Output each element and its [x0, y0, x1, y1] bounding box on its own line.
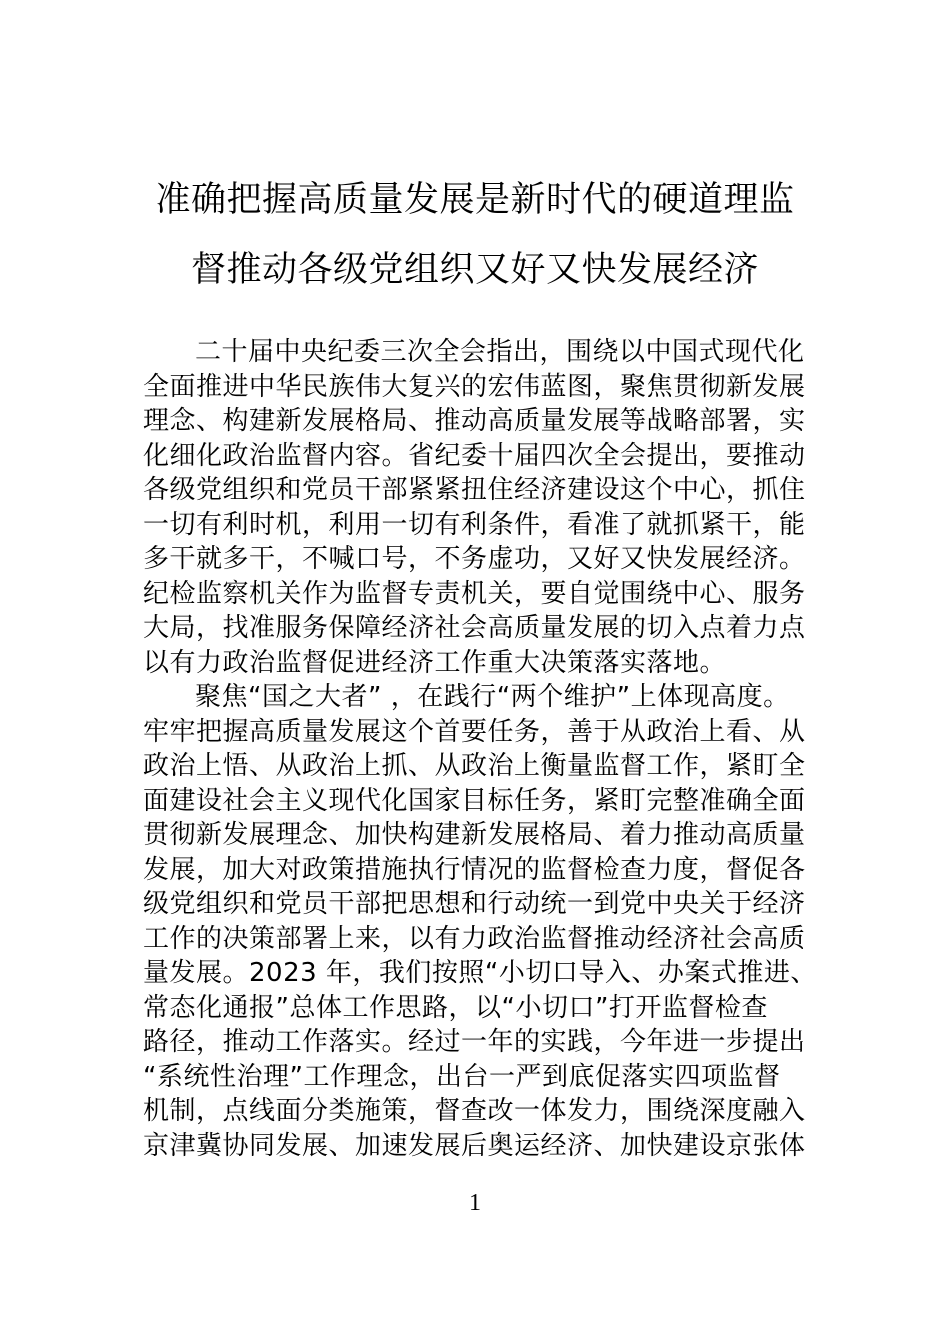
body-text-line: 纪检监察机关作为监督专责机关，要自觉围绕中心、服务	[143, 578, 806, 609]
body-text-line: 理念、构建新发展格局、推动高质量发展等战略部署，实	[143, 406, 806, 436]
body-text-line: 量发展。2023 年，我们按照“小切口导入、办案式推进、	[143, 958, 817, 988]
body-text-line: 工作的决策部署上来，以有力政治监督推动经济社会高质	[143, 923, 806, 954]
body-text-line: 化细化政治监督内容。省纪委十届四次全会提出，要推动	[143, 440, 806, 471]
body-text-line: 多干就多干，不喊口号，不务虚功，又好又快发展经济。	[143, 544, 806, 574]
body-text-line: 以有力政治监督促进经济工作重大决策落实落地。	[143, 647, 727, 678]
body-text-line: 政治上悟、从政治上抓、从政治上衡量监督工作，紧盯全	[143, 751, 806, 781]
body-text-line: 二十届中央纪委三次全会指出，围绕以中国式现代化	[195, 337, 805, 367]
body-text-line: 京津冀协同发展、加速发展后奥运经济、加快建设京张体	[143, 1130, 806, 1161]
body-text-line: 一切有利时机，利用一切有利条件，看准了就抓紧干，能	[143, 509, 806, 540]
page-number: 1	[469, 1190, 481, 1216]
body-text-line: 全面推进中华民族伟大复兴的宏伟蓝图，聚焦贯彻新发展	[143, 371, 806, 402]
document-title-line-1: 准确把握高质量发展是新时代的硬道理监	[155, 180, 795, 220]
body-text-line: 大局，找准服务保障经济社会高质量发展的切入点着力点	[143, 613, 806, 643]
body-text-line: 发展，加大对政策措施执行情况的监督检查力度，督促各	[143, 854, 806, 885]
body-text-line: 机制，点线面分类施策，督查改一体发力，围绕深度融入	[143, 1096, 806, 1126]
body-text-line: 常态化通报”总体工作思路，以“小切口”打开监督检查	[143, 992, 768, 1023]
body-text-line: 级党组织和党员干部把思想和行动统一到党中央关于经济	[143, 889, 806, 919]
body-text-line: 各级党组织和党员干部紧紧扭住经济建设这个中心，抓住	[143, 475, 806, 505]
document-title-line-2: 督推动各级党组织又好又快发展经济	[190, 250, 759, 290]
body-text-line: 牢牢把握高质量发展这个首要任务，善于从政治上看、从	[143, 716, 806, 747]
body-text-line: 路径，推动工作落实。经过一年的实践，今年进一步提出	[143, 1027, 806, 1057]
body-text-line: “系统性治理”工作理念，出台一严到底促落实四项监督	[143, 1061, 781, 1092]
body-text-line: 聚焦“国之大者” ，在践行“两个维护”上体现高度。	[195, 682, 790, 712]
body-text-line: 贯彻新发展理念、加快构建新发展格局、着力推动高质量	[143, 820, 806, 850]
body-text-line: 面建设社会主义现代化国家目标任务，紧盯完整准确全面	[143, 785, 806, 816]
